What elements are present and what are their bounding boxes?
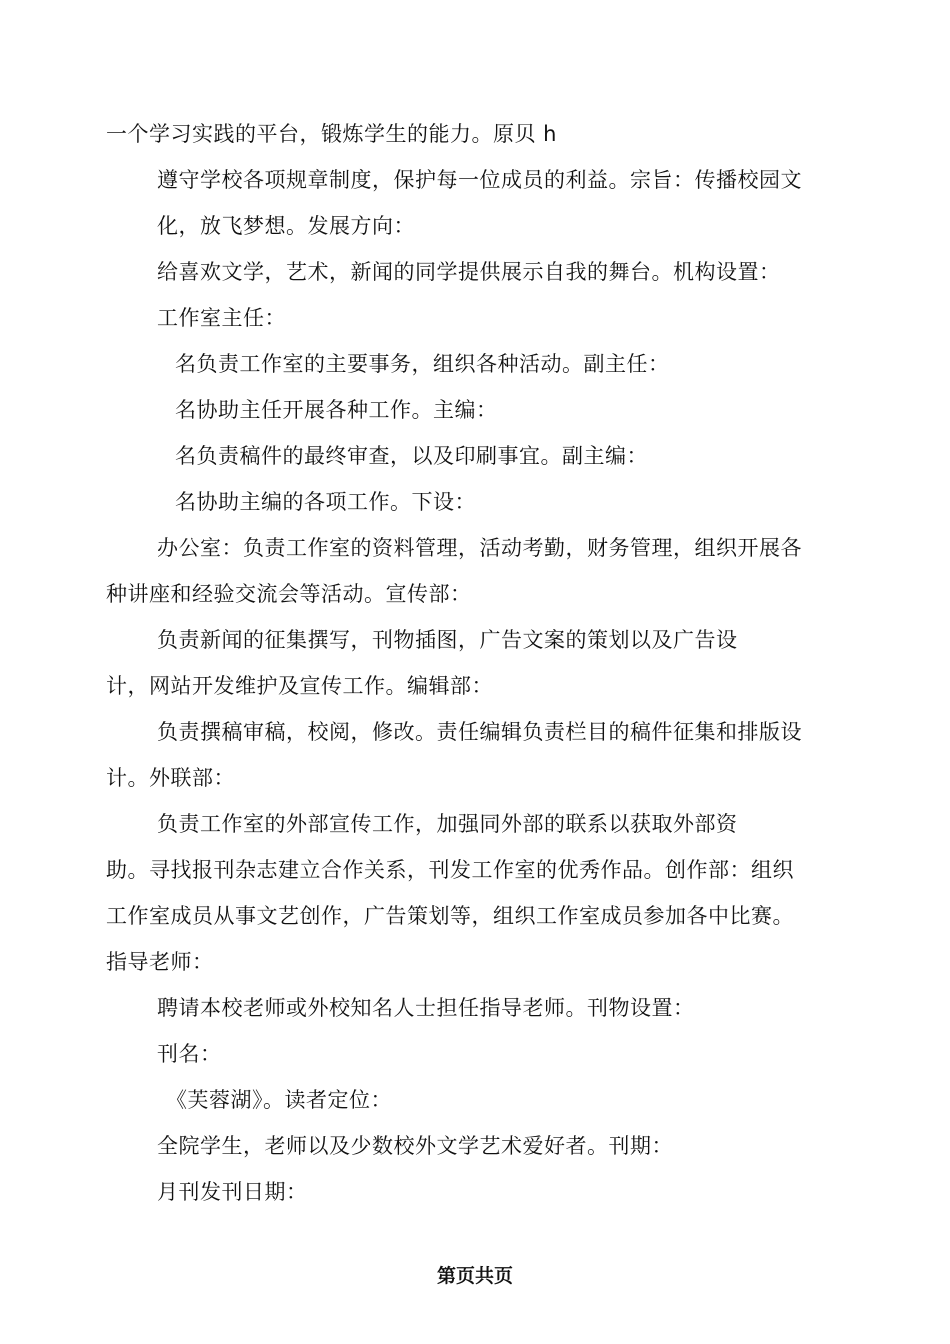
text-line-12: 负责新闻的征集撰写，刊物插图，广告文案的策划以及广告设 — [157, 628, 738, 652]
text-line-20: 聘请本校老师或外校知名人士担任指导老师。刊物设置： — [157, 996, 695, 1020]
text-line-22: 《芙蓉湖》。读者定位： — [166, 1088, 392, 1112]
text-line-9: 名协助主编的各项工作。下设： — [175, 490, 476, 514]
text-line-7: 名协助主任开展各种工作。主编： — [175, 398, 498, 422]
text-line-14: 负责撰稿审稿，校阅，修改。责任编辑负责栏目的稿件征集和排版设 — [157, 720, 802, 744]
text-line-18: 工作室成员从事文艺创作，广告策划等，组织工作室成员参加各中比赛。 — [106, 904, 794, 928]
text-line-2: 遵守学校各项规章制度，保护每一位成员的利益。宗旨：传播校园文 — [157, 168, 802, 192]
text-line-6: 名负责工作室的主要事务，组织各种活动。副主任： — [175, 352, 670, 376]
text-line-8: 名负责稿件的最终审查，以及印刷事宜。副主编： — [175, 444, 648, 468]
text-line-10: 办公室：负责工作室的资料管理，活动考勤，财务管理，组织开展各 — [157, 536, 802, 560]
text-line-5: 工作室主任： — [157, 306, 286, 330]
text-line-11: 种讲座和经验交流会等活动。宣传部： — [106, 582, 472, 606]
text-line-23: 全院学生，老师以及少数校外文学艺术爱好者。刊期： — [157, 1134, 673, 1158]
text-line-17: 助。寻找报刊杂志建立合作关系，刊发工作室的优秀作品。创作部：组织 — [106, 858, 794, 882]
text-line-13: 计，网站开发维护及宣传工作。编辑部： — [106, 674, 493, 698]
page-footer: 第页共页 — [436, 1265, 513, 1287]
text-line-1: 一个学习实践的平台，锻炼学生的能力。原贝 h — [106, 122, 557, 146]
text-line-24: 月刊发刊日期： — [157, 1180, 308, 1204]
text-line-16: 负责工作室的外部宣传工作，加强同外部的联系以获取外部资 — [157, 812, 738, 836]
text-line-21: 刊名： — [157, 1042, 222, 1066]
text-line-3: 化，放飞梦想。发展方向： — [157, 214, 415, 238]
text-line-19: 指导老师： — [106, 950, 214, 974]
text-line-4: 给喜欢文学，艺术，新闻的同学提供展示自我的舞台。机构设置： — [157, 260, 781, 284]
text-line-15: 计。外联部： — [106, 766, 235, 790]
